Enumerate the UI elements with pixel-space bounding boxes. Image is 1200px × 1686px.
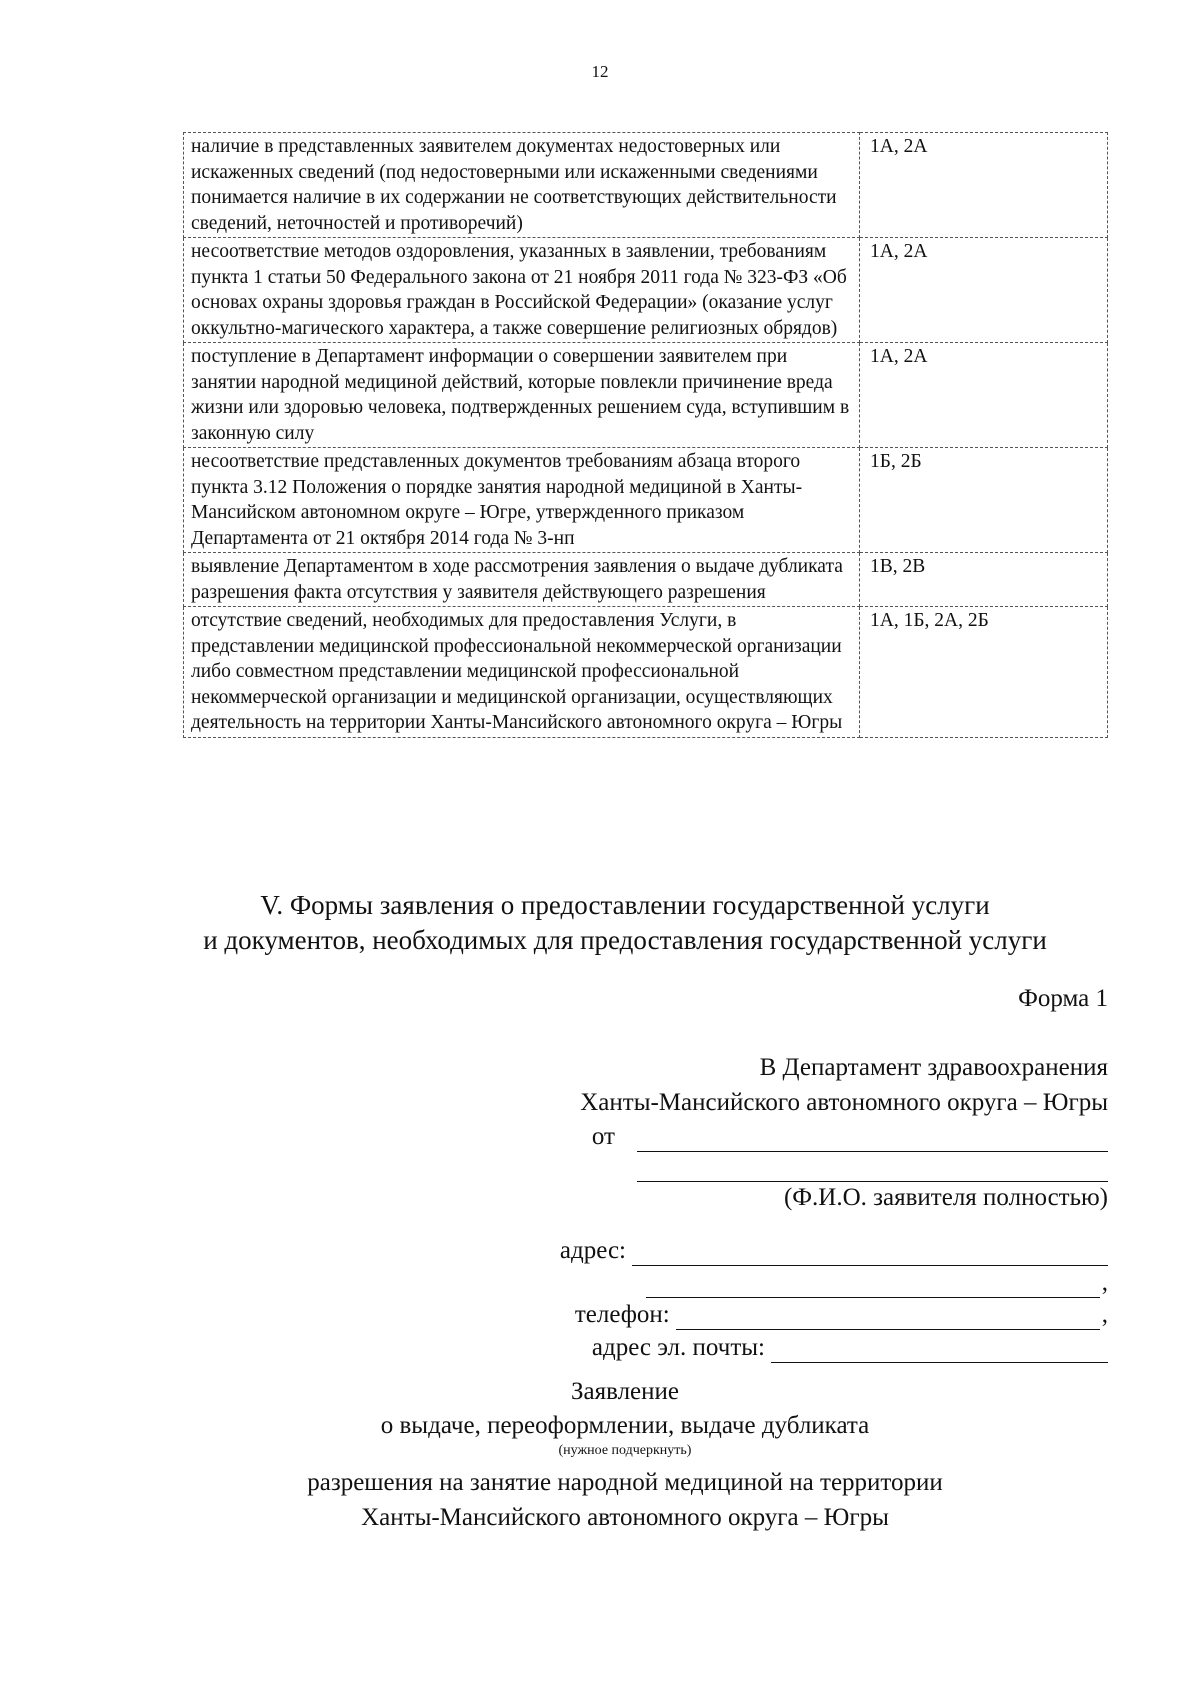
section-title [150,888,1100,958]
from-input-line[interactable] [637,1127,1108,1152]
address-label: адрес: [559,1237,626,1264]
reason-cell: несоответствие методов оздоровления, указанных в заявлении, требованиям пункта 1 статьи 50 Федерального закона от 21 ноября 2011 года № 323-ФЗ «Об основах охраны здоровья граждан в Российской Федерации» (оказание услуг оккультно-магического характера, а также совершение религиозных обрядов) [184,238,860,343]
email-label: адрес эл. почты: [591,1334,765,1361]
code-cell: 1А, 2А [860,238,1108,343]
reason-cell: выявление Департаментом в ходе рассмотрения заявления о выдаче дубликата разрешения факта отсутствия у заявителя действующего разрешения [184,553,860,607]
statement-subject-line-1: разрешения на занятие народной медициной на территории [307,1469,943,1496]
table-row [184,238,1108,343]
table-row [184,133,1108,238]
from-field-row-2 [637,1157,1108,1182]
reason-cell: наличие в представленных заявителем документах недостоверных или искаженных сведений (под недостоверными или искаженными сведениями понимается наличие в их содержании не соответствующих действительности сведений, неточностей и противоречий) [184,133,860,238]
recipient-line-2: Ханты-Мансийского автономного округа – Югры [580,1089,1108,1116]
address-input-line[interactable] [632,1241,1108,1266]
email-field-row [592,1333,1108,1363]
code-cell: 1Б, 2Б [860,448,1108,553]
form-label: Форма 1 [1018,985,1108,1012]
statement-subject-line-2: Ханты-Мансийского автономного округа – Югры [361,1504,889,1531]
code-cell: 1А, 1Б, 2А, 2Б [860,607,1108,738]
address-input-line-2[interactable] [646,1273,1100,1298]
phone-input-line[interactable] [676,1305,1100,1330]
recipient-line-1: В Департамент здравоохранения [759,1054,1108,1081]
table-row [184,553,1108,607]
statement-subject [150,1465,1100,1535]
code-cell: 1А, 2А [860,133,1108,238]
table-row [184,448,1108,553]
code-cell: 1В, 2В [860,553,1108,607]
phone-comma: , [1101,1301,1108,1328]
address-field-row-2 [646,1268,1108,1298]
fio-hint: (Ф.И.О. заявителя полностью) [783,1184,1108,1211]
table-row [184,607,1108,738]
statement-note: (нужное подчеркнуть) [558,1443,692,1458]
recipient-block [580,1050,1108,1120]
statement-subtitle: о выдаче, переоформлении, выдаче дубликата [380,1412,870,1439]
reason-cell: несоответствие представленных документов требованиям абзаца второго пункта 3.12 Положения о порядке занятия народной медициной в Ханты-Мансийском автономном округе – Югре, утвержденного приказом Департамента от 21 октября 2014 года № 3-нп [184,448,860,553]
reason-cell: отсутствие сведений, необходимых для предоставления Услуги, в представлении медицинской профессиональной некоммерческой организации либо совместном представлении медицинской профессиональной некоммерческой организации и медицинской организации, осуществляющих деятельность на территории Ханты-Мансийского автономного округа – Югры [184,607,860,738]
from-label: от [591,1123,615,1150]
statement-heading: Заявление [570,1378,680,1405]
address-comma: , [1101,1269,1108,1296]
phone-label: телефон: [574,1301,670,1328]
email-input-line[interactable] [771,1338,1108,1363]
from-input-line-2[interactable] [637,1157,1108,1182]
address-field-row [560,1236,1108,1266]
table-row [184,343,1108,448]
section-title-line-1: V. Формы заявления о предоставлении государственной услуги [260,890,990,920]
section-title-line-2: и документов, необходимых для предоставления государственной услуги [203,925,1047,955]
phone-field-row [575,1300,1108,1330]
code-cell: 1А, 2А [860,343,1108,448]
reason-cell: поступление в Департамент информации о совершении заявителем при занятии народной медициной действий, которые повлекли причинение вреда жизни или здоровью человека, подтвержденных решением суда, вступившим в законную силу [184,343,860,448]
page-number: 12 [591,62,609,81]
refusal-reasons-table [183,132,1108,738]
from-field-row [592,1122,1108,1152]
statement-title [150,1375,1100,1443]
